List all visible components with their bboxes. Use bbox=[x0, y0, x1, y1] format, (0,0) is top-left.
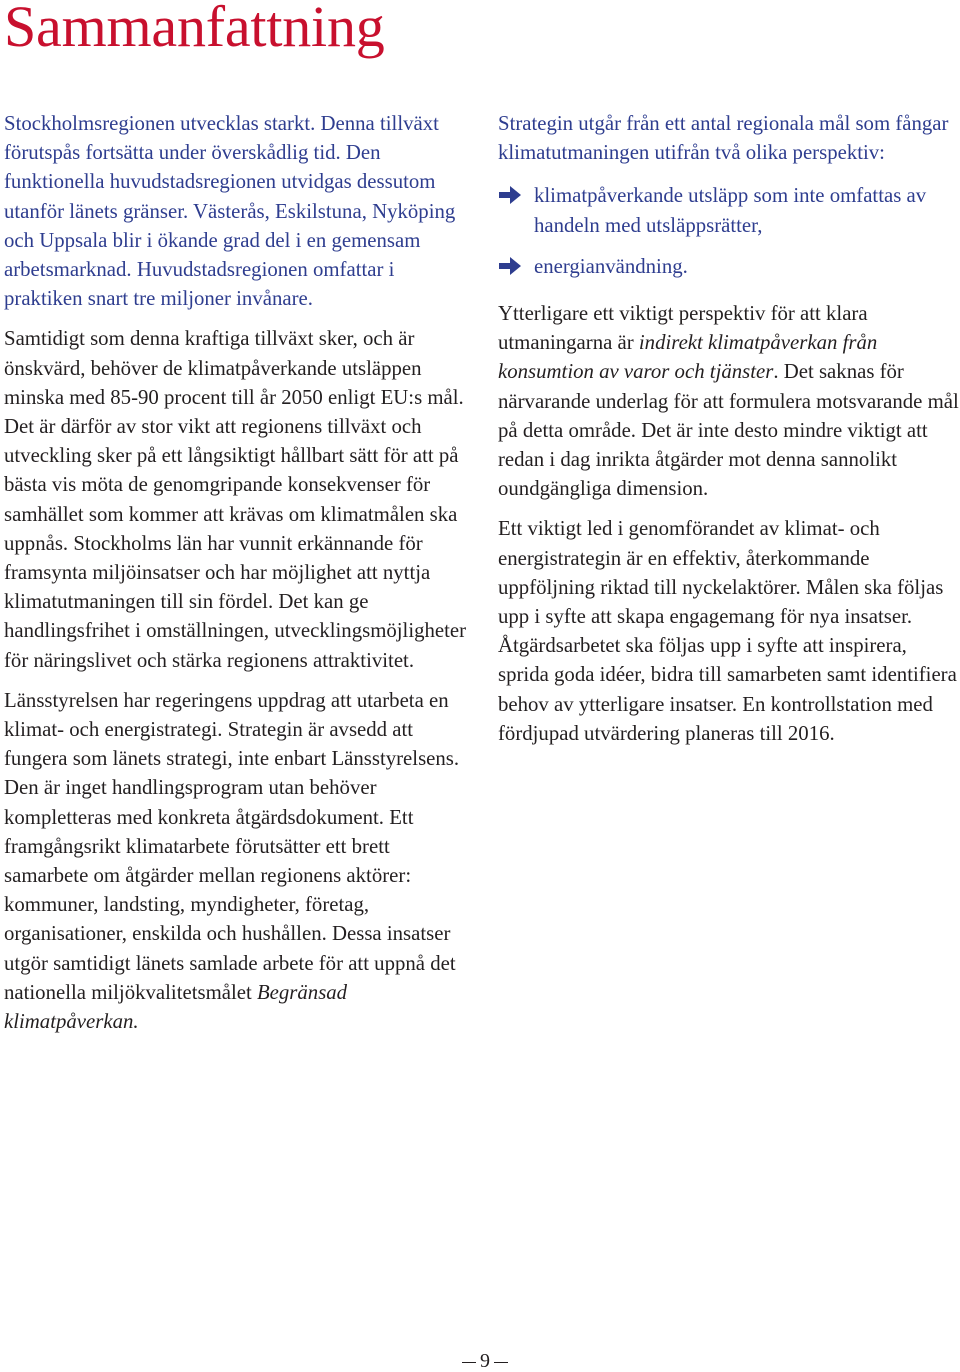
list-item bbox=[498, 252, 960, 281]
page-number-text: 9 bbox=[480, 1350, 490, 1372]
divider bbox=[462, 1362, 476, 1363]
intro-paragraph: Strategin utgår från ett antal regionala mål som fångar klimatutmaningen utifrån två olika perspektiv: bbox=[498, 112, 949, 165]
emphasis-text: Begränsad klimatpåverkan. bbox=[4, 980, 348, 1034]
page-number bbox=[458, 1350, 512, 1372]
emphasis-text: indirekt klimatpåverkan från konsumtion av varor och tjänster bbox=[498, 331, 878, 384]
intro-paragraph: Stockholmsregionen utvecklas starkt. Denna tillväxt förutspås fortsätta under överskådlig tid. Den funktionella huvudstadsregionen utvidgas dessutom utanför länets gränser. Västerås, Eskilstuna, Nyköping och Uppsala blir i ökande grad del i en gemensam arbetsmarknad. Huvudstadsregionen omfattar i praktiken snart tre miljoner invånare. bbox=[4, 112, 456, 311]
left-column bbox=[4, 109, 474, 1047]
page-title: Sammanfattning bbox=[4, 0, 385, 59]
list-item-text: energianvändning. bbox=[534, 254, 688, 278]
list-item bbox=[498, 181, 960, 239]
body-text: Länsstyrelsen har regeringens uppdrag att utarbeta en klimat- och energistrategi. Strategin är avsedd att fungera som länets strategi, inte enbart Länsstyrelsens. Den är inget handlingsprogram utan behöver kompletteras med konkreta åtgärdsdokument. Ett framgångsrikt klimatarbete förutsätter ett brett samarbete om åtgärder mellan regionens aktörer: kommuner, landsting, myndigheter, företag, organisationer, enskilda och hushållen. Dessa insatser utgör samtidigt länets samlade arbete för att uppnå det nationella miljökvalitetsmålet bbox=[4, 688, 460, 1004]
body-paragraph: Samtidigt som denna kraftiga tillväxt sker, och är önskvärd, behöver de klimatpåverkande utsläppen minska med 85-90 procent till år 2050 enligt EU:s mål. Det är därför av stor vikt att regionens tillväxt och utveckling sker på ett långsiktigt hållbart sätt för att på bästa vis möta de genomgripande konsekvenser för samhället som kommer att krävas om klimatmålen ska uppnås. Stockholms län har vunnit erkännande för framsynta miljöinsatser och har möjlighet att nyttja klimatutmaningen till sin fördel. Det kan ge handlingsfrihet i omställningen, utvecklingsmöjligheter för näringslivet och stärka regionens attraktivitet. bbox=[4, 327, 467, 672]
right-column bbox=[498, 109, 960, 759]
bullet-list bbox=[498, 181, 960, 281]
body-text: Ytterligare ett viktigt perspektiv för att klara utmaningarna är bbox=[498, 302, 868, 355]
body-paragraph bbox=[498, 299, 960, 503]
body-paragraph bbox=[4, 686, 474, 1036]
arrow-right-icon bbox=[498, 255, 522, 277]
divider bbox=[494, 1362, 508, 1363]
list-item-text: klimatpåverkande utsläpp som inte omfattas av handeln med utsläppsrätter, bbox=[534, 184, 927, 237]
body-text: . Det saknas för närvarande underlag för att formulera motsvarande mål på detta område. Det är inte desto mindre viktigt att redan i dag inrikta åtgärder mot denna sannolikt oundgängliga dimension. bbox=[498, 360, 959, 501]
arrow-right-icon bbox=[498, 184, 522, 206]
body-paragraph: Ett viktigt led i genomförandet av klimat- och energistrategin är en effektiv, återkommande uppföljning riktad till nyckelaktörer. Målen ska följas upp i syfte att skapa engagemang för nya insatser. Åtgärdsarbetet ska följas upp i syfte att inspirera, sprida goda idéer, bidra till samarbeten samt identifiera behov av ytterligare insatser. En kontrollstation med fördjupad utvärdering planeras till 2016. bbox=[498, 517, 957, 745]
